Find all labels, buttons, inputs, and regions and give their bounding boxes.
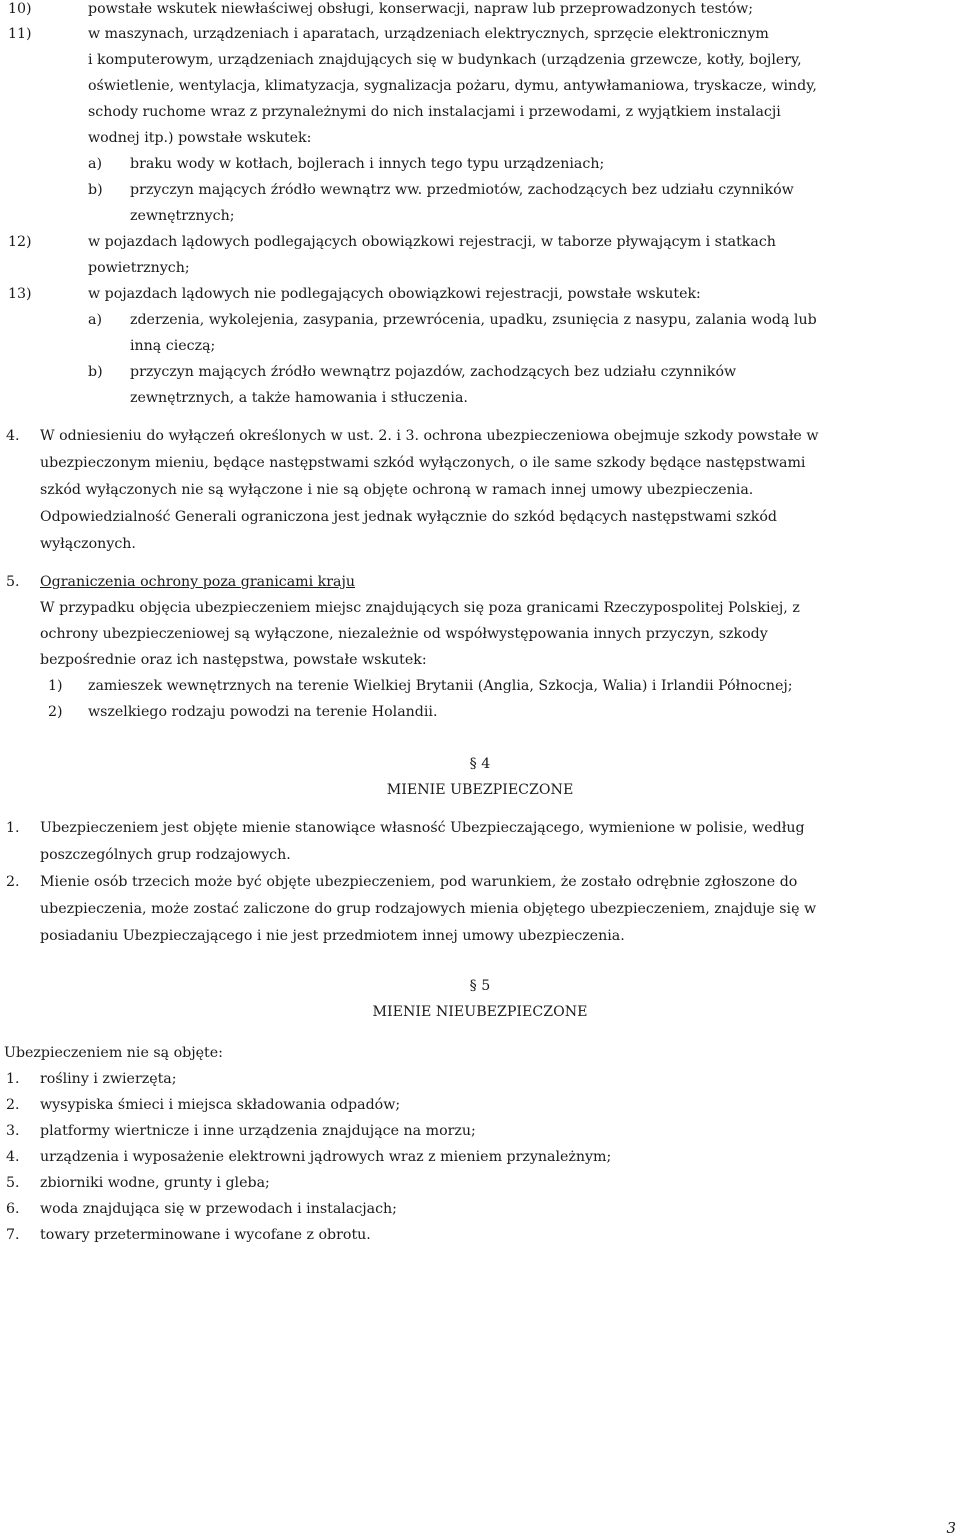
list-item: woda znajdująca się w przewodach i instalacjach; [40, 1201, 397, 1217]
item-text: oświetlenie, wentylacja, klimatyzacja, sygnalizacja pożaru, dymu, antywłamaniowa, tryskacze, windy, [88, 78, 817, 94]
subitem-text: braku wody w kotłach, bojlerach i innych tego typu urządzeniach; [130, 156, 605, 172]
subitem-text: zewnętrznych; [130, 208, 235, 224]
list-item: towary przeterminowane i wycofane z obrotu. [40, 1227, 371, 1243]
paragraph-line: ubezpieczenia, może zostać zaliczone do grup rodzajowych mienia objętego ubezpieczeniem, znajduje się w [40, 901, 817, 917]
paragraph-line: W przypadku objęcia ubezpieczeniem miejsc znajdujących się poza granicami Rzeczypospolitej Polskiej, z [40, 600, 800, 616]
list-number: 1) [48, 678, 63, 694]
item-text: schody ruchome wraz z przynależnymi do nich instalacjami i przewodami, z wyjątkiem instalacji [88, 104, 781, 120]
list-item: urządzenia i wyposażenie elektrowni jądrowych wraz z mieniem przynależnym; [40, 1149, 612, 1165]
list-item: platformy wiertnicze i inne urządzenia znajdujące na morzu; [40, 1123, 476, 1139]
list-number: 3. [6, 1123, 20, 1139]
item-number: 12) [8, 234, 32, 250]
item-text: w pojazdach lądowych podlegających obowiązkowi rejestracji, w taborze pływającym i statkach [88, 234, 776, 250]
item-number: 11) [8, 26, 32, 42]
item-text: i komputerowym, urządzeniach znajdujących się w budynkach (urządzenia grzewcze, kotły, bojlery, [88, 52, 802, 68]
point-number: 5. [6, 574, 20, 590]
item-text: wodnej itp.) powstałe wskutek: [88, 130, 312, 146]
item-number: 13) [8, 286, 32, 302]
subitem-letter: a) [88, 312, 102, 328]
paragraph-line: wyłączonych. [40, 536, 136, 552]
paragraph-line: Mienie osób trzecich może być objęte ubezpieczeniem, pod warunkiem, że zostało odrębnie zgłoszone do [40, 874, 798, 890]
point-number: 2. [6, 874, 20, 890]
paragraph-line: posiadaniu Ubezpieczającego i nie jest przedmiotem innej umowy ubezpieczenia. [40, 928, 625, 944]
section-symbol: § 4 [469, 756, 491, 772]
subitem-letter: a) [88, 156, 102, 172]
subitem-text: inną cieczą; [130, 338, 216, 354]
paragraph-line: ochrony ubezpieczeniowej są wyłączone, niezależnie od współwystępowania innych przyczyn, szkody [40, 626, 768, 642]
list-number: 2) [48, 704, 63, 720]
item-text: w maszynach, urządzeniach i aparatach, urządzeniach elektrycznych, sprzęcie elektronicznym [88, 26, 769, 42]
list-number: 5. [6, 1175, 20, 1191]
list-item: wysypiska śmieci i miejsca składowania odpadów; [40, 1097, 401, 1113]
point-heading: Ograniczenia ochrony poza granicami kraju [40, 574, 356, 590]
section-title: MIENIE NIEUBEZPIECZONE [372, 1004, 588, 1020]
list-number: 1. [6, 1071, 20, 1087]
list-item: zamieszek wewnętrznych na terenie Wielkiej Brytanii (Anglia, Szkocja, Walia) i Irlandii Północnej; [88, 678, 793, 694]
item-text: w pojazdach lądowych nie podlegających obowiązkowi rejestracji, powstałe wskutek: [88, 286, 701, 302]
section-intro: Ubezpieczeniem nie są objęte: [4, 1045, 223, 1061]
list-item: zbiorniki wodne, grunty i gleba; [40, 1175, 270, 1191]
list-item: wszelkiego rodzaju powodzi na terenie Holandii. [88, 704, 438, 720]
subitem-text: przyczyn mających źródło wewnątrz pojazdów, zachodzących bez udziału czynników [130, 364, 737, 380]
paragraph-line: szkód wyłączonych nie są wyłączone i nie są objęte ochroną w ramach innej umowy ubezpieczenia. [40, 482, 754, 498]
subitem-text: zewnętrznych, a także hamowania i stłuczenia. [130, 390, 468, 406]
page-number: 3 [946, 1519, 956, 1537]
paragraph-line: Ubezpieczeniem jest objęte mienie stanowiące własność Ubezpieczającego, wymienione w polisie, według [40, 820, 805, 836]
list-number: 2. [6, 1097, 20, 1113]
item-text: powietrznych; [88, 260, 190, 276]
item-text: powstałe wskutek niewłaściwej obsługi, konserwacji, napraw lub przeprowadzonych testów; [88, 1, 754, 17]
point-number: 4. [6, 428, 20, 444]
paragraph-line: W odniesieniu do wyłączeń określonych w ust. 2. i 3. ochrona ubezpieczeniowa obejmuje szkody powstałe w [40, 428, 819, 444]
paragraph-line: ubezpieczonym mieniu, będące następstwami szkód wyłączonych, o ile same szkody będące następstwami [40, 455, 806, 471]
paragraph-line: poszczególnych grup rodzajowych. [40, 847, 291, 863]
item-number: 10) [8, 1, 32, 17]
list-item: rośliny i zwierzęta; [40, 1071, 177, 1087]
subitem-letter: b) [88, 364, 103, 380]
point-number: 1. [6, 820, 20, 836]
list-number: 6. [6, 1201, 20, 1217]
subitem-text: zderzenia, wykolejenia, zasypania, przewrócenia, upadku, zsunięcia z nasypu, zalania wodą lub [130, 312, 817, 328]
section-symbol: § 5 [469, 978, 491, 994]
paragraph-line: Odpowiedzialność Generali ograniczona jest jednak wyłącznie do szkód będących następstwami szkód [40, 509, 778, 525]
paragraph-line: bezpośrednie oraz ich następstwa, powstałe wskutek: [40, 652, 427, 668]
section-title: MIENIE UBEZPIECZONE [386, 782, 574, 798]
subitem-letter: b) [88, 182, 103, 198]
list-number: 4. [6, 1149, 20, 1165]
subitem-text: przyczyn mających źródło wewnątrz ww. przedmiotów, zachodzących bez udziału czynników [130, 182, 794, 198]
list-number: 7. [6, 1227, 20, 1243]
